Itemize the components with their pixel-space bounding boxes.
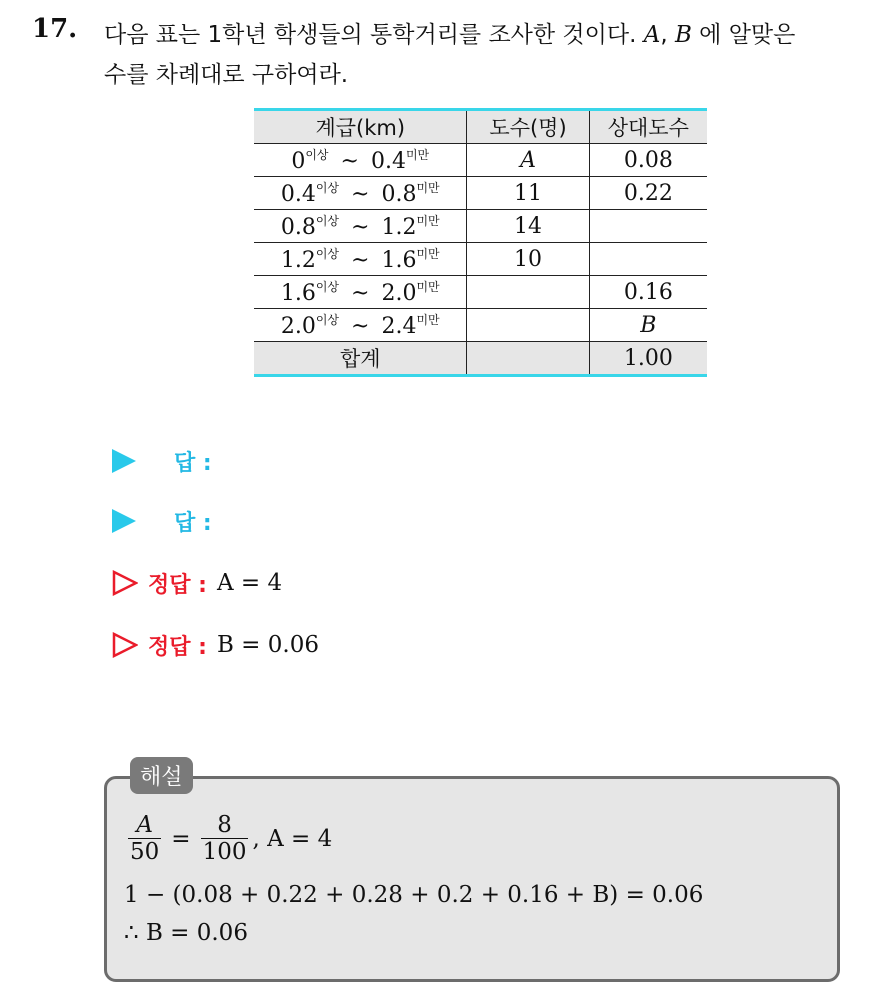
answer-label: 답 : xyxy=(174,450,212,476)
frequency-cell: 10 xyxy=(467,243,589,276)
correct-answer-label: 정답 : xyxy=(148,634,207,660)
outline-triangle-icon xyxy=(112,632,138,658)
correct-answer-value: B = 0.06 xyxy=(216,632,319,658)
relative-frequency-cell: 0.22 xyxy=(589,177,707,210)
relative-frequency-cell: 0.16 xyxy=(589,276,707,309)
correct-answer-2 xyxy=(112,630,319,660)
relative-frequency-cell xyxy=(589,243,707,276)
sum-frequency xyxy=(467,342,589,376)
table-row xyxy=(254,309,707,342)
table-row xyxy=(254,144,707,177)
explanation-line-1 xyxy=(124,812,332,865)
question-line-1 xyxy=(104,16,795,49)
interval-cell: $0^{이상}$ ~ $0.4^{미만}$ xyxy=(254,144,467,177)
table-sum-row xyxy=(254,342,707,376)
question-line-2: 수를 차례대로 구하여라. xyxy=(104,62,349,88)
sum-label: 합계 xyxy=(254,342,467,376)
correct-answer-1 xyxy=(112,568,282,598)
header-interval: 계급(km) xyxy=(254,110,467,144)
var-a: A xyxy=(643,22,661,48)
relative-frequency-cell xyxy=(589,210,707,243)
interval-cell: $0.8^{이상}$ ~ $1.2^{미만}$ xyxy=(254,210,467,243)
question-text-suffix: 에 알맞은 xyxy=(691,22,796,48)
question-text: 다음 표는 1학년 학생들의 통학거리를 조사한 것이다. xyxy=(104,22,644,48)
sum-relative-frequency: 1.00 xyxy=(589,342,707,376)
frequency-table xyxy=(254,108,707,377)
correct-answer-label: 정답 : xyxy=(148,572,207,598)
table-row xyxy=(254,243,707,276)
frequency-cell xyxy=(467,309,589,342)
outline-triangle-icon xyxy=(112,570,138,596)
relative-frequency-cell: B xyxy=(589,309,707,342)
explanation-result-a: , A = 4 xyxy=(252,825,333,852)
interval-cell: $1.2^{이상}$ ~ $1.6^{미만}$ xyxy=(254,243,467,276)
fraction-a-over-50: $\frac{A}{50}$ xyxy=(130,812,160,865)
frequency-cell xyxy=(467,276,589,309)
frequency-cell: A xyxy=(467,144,589,177)
frequency-cell: 11 xyxy=(467,177,589,210)
answer-line-2 xyxy=(112,506,212,536)
equals-sign: = xyxy=(171,825,191,852)
answer-line-1 xyxy=(112,446,212,476)
interval-cell: $0.4^{이상}$ ~ $0.8^{미만}$ xyxy=(254,177,467,210)
comma: , xyxy=(660,22,675,48)
explanation-tag: 해설 xyxy=(130,757,193,794)
relative-frequency-cell: 0.08 xyxy=(589,144,707,177)
interval-cell: $1.6^{이상}$ ~ $2.0^{미만}$ xyxy=(254,276,467,309)
problem-number: 17. xyxy=(32,14,78,44)
header-relative-frequency: 상대도수 xyxy=(589,110,707,144)
play-triangle-icon xyxy=(112,509,136,533)
table-row xyxy=(254,177,707,210)
interval-cell: $2.0^{이상}$ ~ $2.4^{미만}$ xyxy=(254,309,467,342)
explanation-box xyxy=(104,776,840,982)
frequency-cell: 14 xyxy=(467,210,589,243)
answer-label: 답 : xyxy=(174,510,212,536)
fraction-8-over-100: $\frac{8}{100}$ xyxy=(202,812,247,865)
table-row xyxy=(254,210,707,243)
explanation-line-2: 1 − (0.08 + 0.22 + 0.28 + 0.2 + 0.16 + B) = 0.06 xyxy=(124,882,704,908)
table-header-row xyxy=(254,110,707,144)
var-b: B xyxy=(674,22,692,48)
correct-answer-value: A = 4 xyxy=(216,570,283,596)
table-row xyxy=(254,276,707,309)
explanation-line-3: ∴ B = 0.06 xyxy=(124,920,248,946)
play-triangle-icon xyxy=(112,449,136,473)
header-frequency: 도수(명) xyxy=(467,110,589,144)
